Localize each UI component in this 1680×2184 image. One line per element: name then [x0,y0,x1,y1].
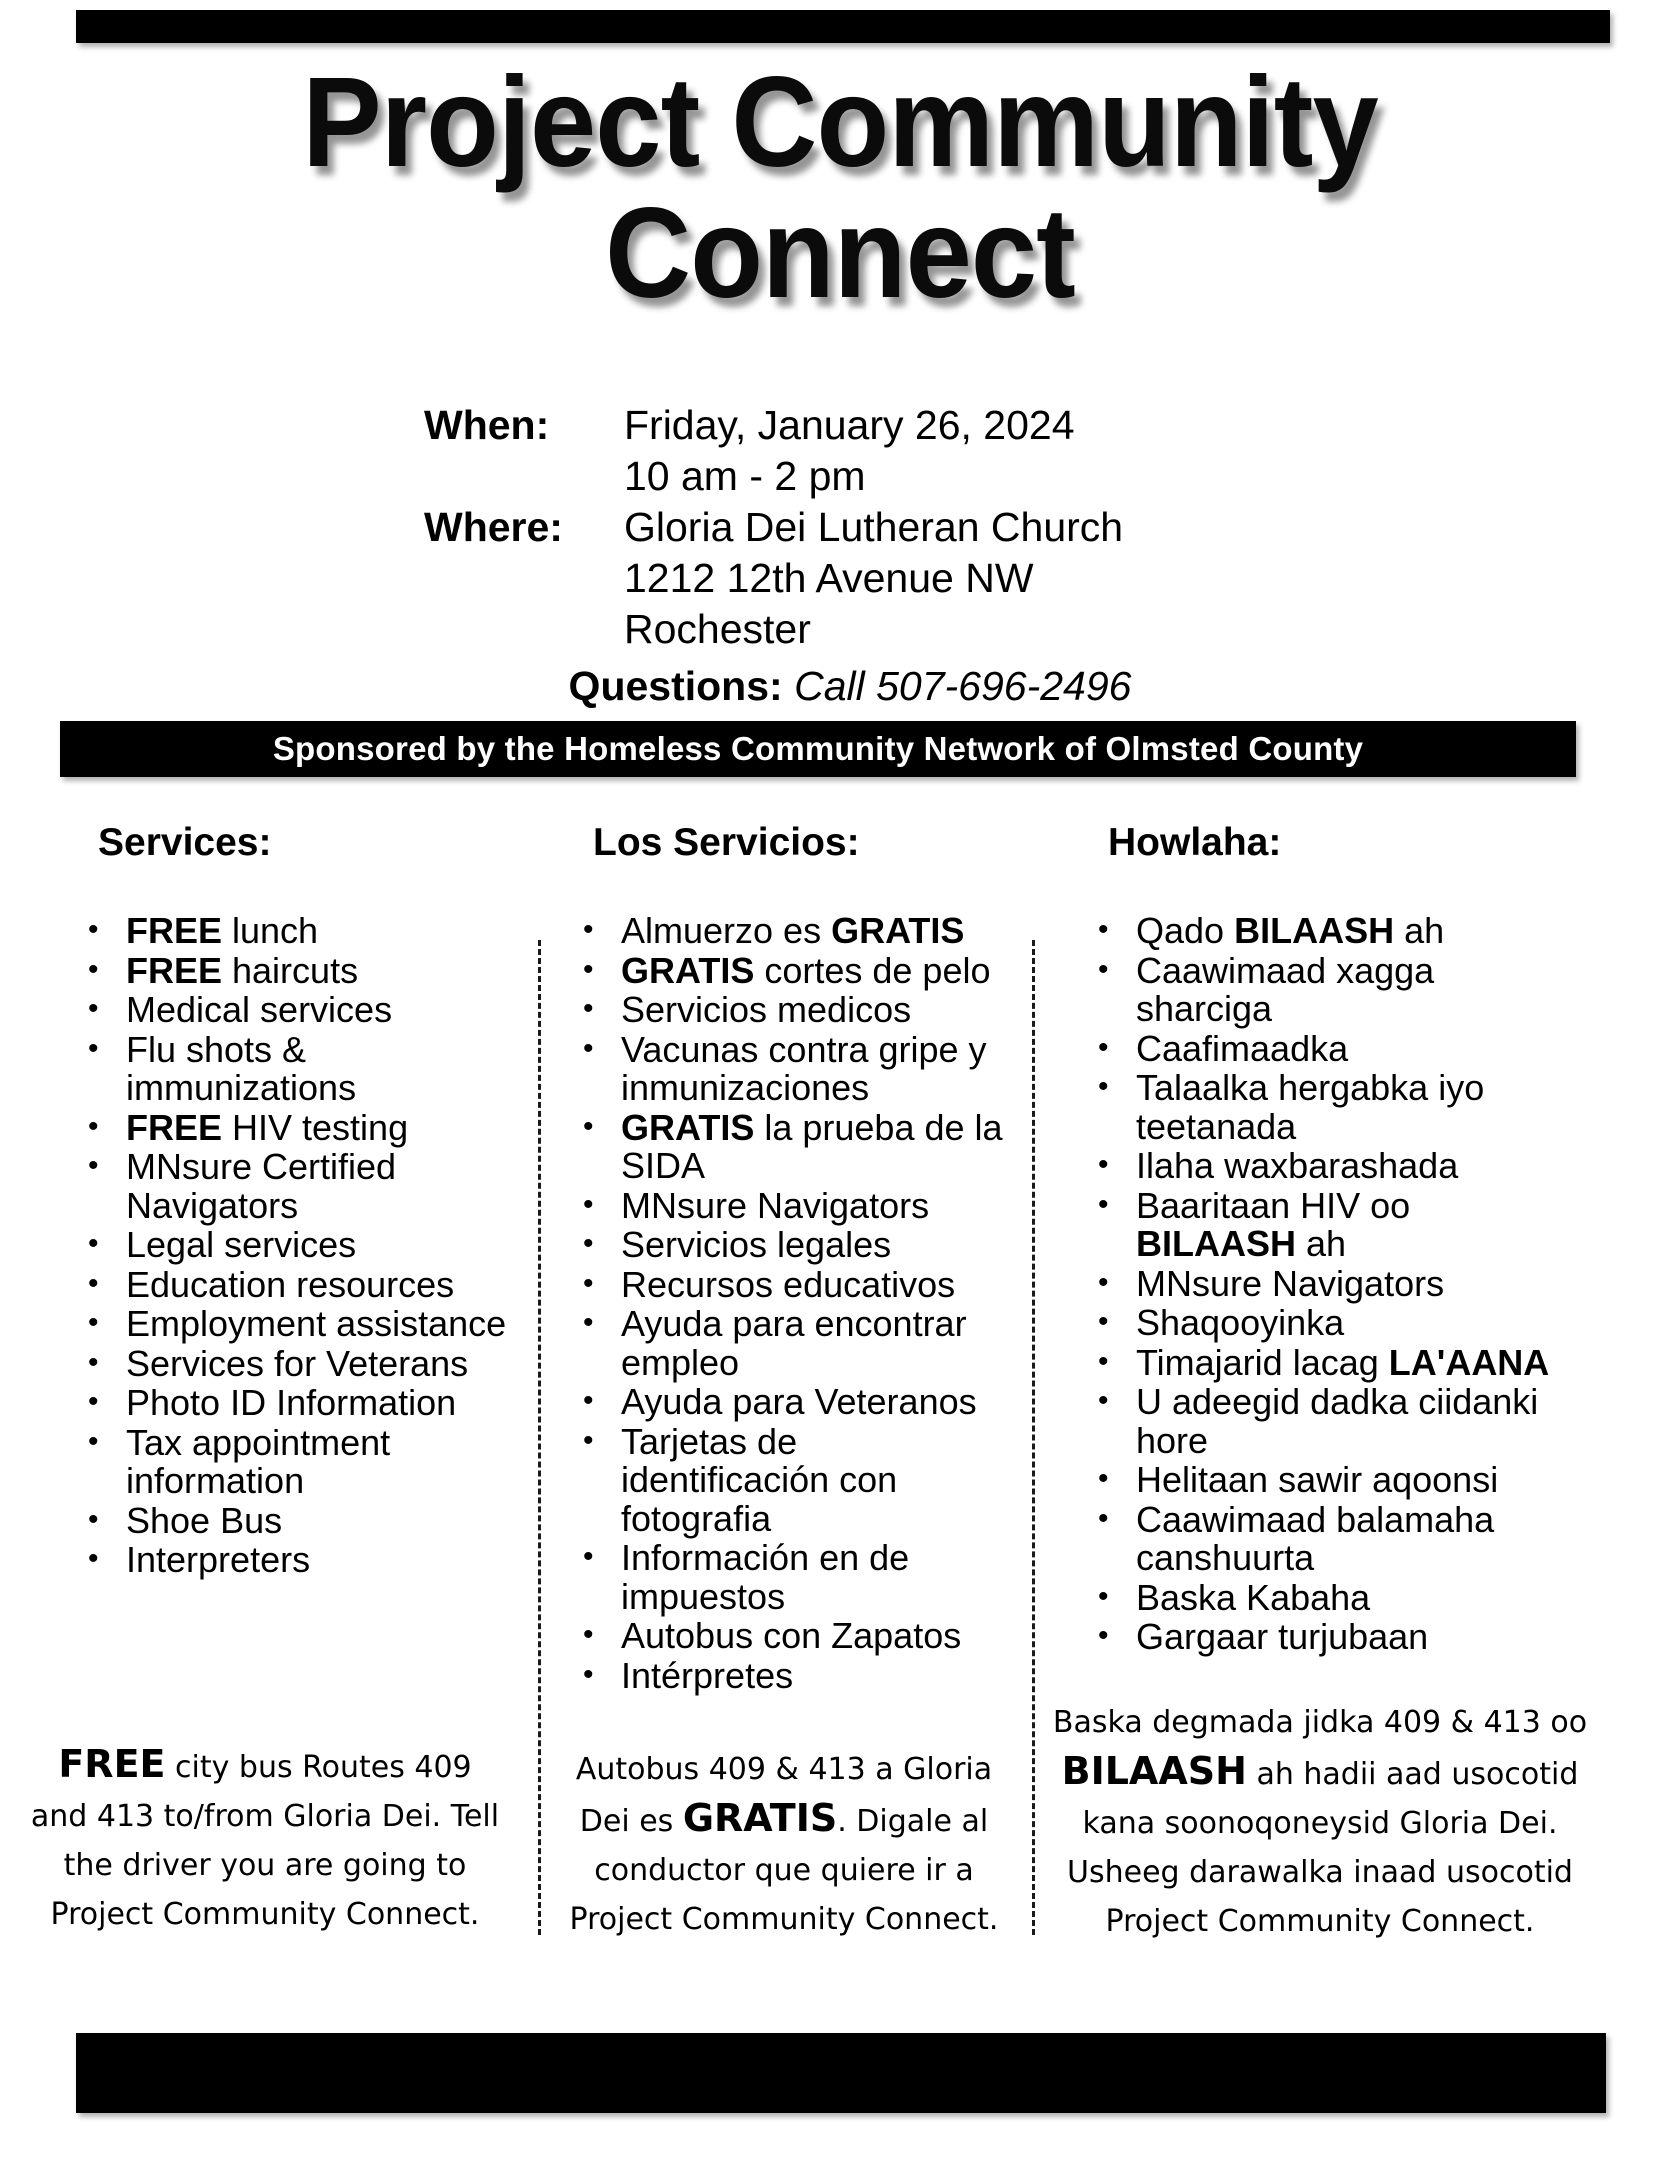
where-spacer-2 [424,604,624,655]
column-divider-1 [538,940,541,1935]
bus-note-spanish [558,1745,1010,1944]
service-item-text: Vacunas contra gripe y inmunizaciones [621,1028,987,1108]
service-item [1080,1576,1580,1618]
questions-label: Questions: [568,663,783,709]
services-heading-somali: Howlaha: [1108,821,1282,864]
bus-note-text: city bus Routes 409 and 413 to/from Gloria Dei. Tell the driver you are going to Project Community Connect. [30,1750,500,1932]
service-item-emphasis: FREE [126,1106,223,1148]
bus-note-emphasis: GRATIS [682,1796,838,1840]
service-item [70,1499,520,1541]
where-row [0,502,1680,553]
bus-note-prefix: Baska degmada jidka 409 & 413 oo [1052,1705,1588,1740]
services-list-english [70,912,520,1580]
service-item [1080,1262,1580,1304]
service-item-text: Legal services [126,1224,357,1265]
when-time-row [0,451,1680,502]
service-item [70,1106,520,1148]
sponsor-banner: Sponsored by the Homeless Community Network of Olmsted County [60,721,1576,777]
service-item [1080,1184,1580,1264]
service-item-text: Recursos educativos [621,1263,956,1305]
column-divider-2 [1032,940,1035,1935]
service-item-text: MNsure Navigators [621,1184,930,1226]
service-item-text: Shoe Bus [126,1499,283,1541]
service-item-text: U adeegid dadka ciidanki hore [1136,1381,1539,1461]
service-item [70,1226,520,1265]
service-item-text: Servicios legales [621,1224,892,1265]
questions-row [0,661,1680,711]
service-item [70,1384,520,1423]
service-item-prefix: Qado [1136,910,1235,951]
service-item-emphasis: LA'AANA [1388,1341,1550,1383]
service-item-prefix: Timajarid lacag [1136,1341,1389,1383]
bus-note-text: ah hadii aad usocotid kana soonoqoneysid Gloria Dei. Usheeg darawalka inaad usocotid Project Community Connect. [1067,1757,1579,1939]
service-item-emphasis: BILAASH [1234,910,1395,951]
service-item [70,949,520,991]
services-heading-english: Services: [98,821,272,864]
service-item [565,1617,1015,1656]
service-item [565,1654,1015,1696]
service-item-text: ah [1394,910,1445,951]
service-item-text: Education resources [126,1263,455,1305]
service-item-text: Interpreters [126,1539,311,1580]
services-column-english [70,820,520,1580]
service-item [565,1106,1015,1186]
service-item-prefix: Baaritaan HIV oo [1136,1184,1411,1226]
service-item [70,1421,520,1501]
top-black-rule [76,10,1610,43]
service-item-emphasis: FREE [126,949,223,991]
service-item-text: Tarjetas de identificación con fotografia [621,1420,898,1539]
where-city-value: Rochester [624,606,811,652]
service-item-emphasis: BILAASH [1136,1223,1296,1264]
service-item-text: Helitaan sawir aqoonsi [1136,1459,1499,1500]
bus-note-emphasis: FREE [58,1742,166,1786]
service-item-emphasis: GRATIS [621,1106,755,1148]
services-column-spanish [565,820,1015,1695]
service-item-text: Medical services [126,989,393,1030]
service-item [1080,1341,1580,1383]
service-item-text: Caawimaad balamaha canshuurta [1136,1498,1495,1578]
service-item-text: Intérpretes [621,1654,794,1696]
service-item-text: Ayuda para Veteranos [621,1381,977,1422]
where-street-row [0,553,1680,604]
service-item [565,1226,1015,1265]
service-item-text: Baska Kabaha [1136,1576,1371,1618]
service-item [1080,1147,1580,1186]
service-item-text: Employment assistance [126,1303,507,1344]
service-item [1080,949,1580,1029]
service-item [1080,1618,1580,1657]
services-column-somali [1080,820,1580,1657]
service-item-emphasis: GRATIS [621,949,755,991]
service-item [1080,912,1580,951]
when-date-value: Friday, January 26, 2024 [624,402,1075,448]
bus-note-somali [1050,1698,1590,1946]
service-item-text: Ayuda para encontrar empleo [621,1303,967,1383]
service-item [70,912,520,951]
service-item-text: la prueba de la SIDA [621,1106,1003,1186]
service-item-text: Ilaha waxbarashada [1136,1145,1459,1186]
when-label: When: [424,402,550,448]
service-item [565,1305,1015,1382]
bus-note-prefix: Autobus 409 & 413 a Gloria Dei es [575,1752,993,1839]
service-item [1080,1383,1580,1460]
service-item-text: Tax appointment information [126,1421,391,1501]
services-list-somali [1080,912,1580,1657]
service-item [1080,1027,1580,1069]
bottom-black-rule [76,2033,1606,2113]
service-item [70,1342,520,1384]
page-title-line-1: Project Community [302,51,1378,194]
service-item-emphasis: GRATIS [831,910,965,951]
service-item [565,912,1015,951]
event-details [0,400,1680,711]
bus-note-text: . Digale al conductor que quiere ir a Project Community Connect. [569,1804,999,1937]
service-item [70,1263,520,1305]
service-item [70,1148,520,1225]
when-spacer [424,451,624,502]
service-item-text: Caawimaad xagga sharciga [1136,949,1435,1029]
where-spacer-1 [424,553,624,604]
where-label: Where: [424,504,563,550]
service-item-text: MNsure Certified Navigators [126,1146,397,1226]
service-item [1080,1304,1580,1343]
service-item-text: Shaqooyinka [1136,1302,1345,1343]
where-venue-value: Gloria Dei Lutheran Church [624,504,1124,550]
service-item [70,991,520,1030]
when-row [0,400,1680,451]
where-city-row [0,604,1680,655]
service-item-text: Servicios medicos [621,989,912,1030]
service-item [1080,1461,1580,1500]
service-item-text: Caafimaadka [1136,1027,1349,1069]
page-title [59,51,1621,325]
service-item-text: Talaalka hergabka iyo teetanada [1136,1067,1485,1147]
service-item-text: haircuts [222,949,359,991]
service-item-text: Photo ID Information [126,1382,457,1423]
service-item [565,949,1015,991]
service-item [565,991,1015,1030]
service-item-text: Flu shots & immunizations [126,1028,357,1108]
service-item [1080,1069,1580,1146]
service-item [1080,1498,1580,1578]
service-item [70,1541,520,1580]
service-item-text: lunch [222,910,319,951]
service-item [565,1263,1015,1305]
service-item-text: Gargaar turjubaan [1136,1616,1429,1657]
questions-value: Call 507-696-2496 [794,663,1132,709]
service-item-prefix: Almuerzo es [621,910,832,951]
service-item-emphasis: FREE [126,910,223,951]
service-item-text: MNsure Navigators [1136,1262,1445,1304]
service-item [70,1028,520,1108]
bus-note-english [30,1740,500,1939]
service-item [565,1420,1015,1539]
service-item-text: Información en de impuestos [621,1537,910,1617]
when-time-value: 10 am - 2 pm [624,453,866,499]
bus-note-emphasis: BILAASH [1061,1749,1247,1793]
where-street-value: 1212 12th Avenue NW [624,555,1034,601]
service-item-text: Autobus con Zapatos [621,1615,962,1656]
page-title-line-2: Connect [605,181,1075,325]
service-item [70,1305,520,1344]
service-item-text: Services for Veterans [126,1342,469,1384]
services-list-spanish [565,912,1015,1695]
services-heading-spanish: Los Servicios: [593,821,860,864]
service-item-text: HIV testing [222,1106,409,1148]
service-item-text: cortes de pelo [754,949,991,991]
service-item [565,1383,1015,1422]
service-item-text: ah [1296,1223,1347,1264]
service-item [565,1028,1015,1108]
service-item [565,1184,1015,1226]
service-item [565,1539,1015,1616]
